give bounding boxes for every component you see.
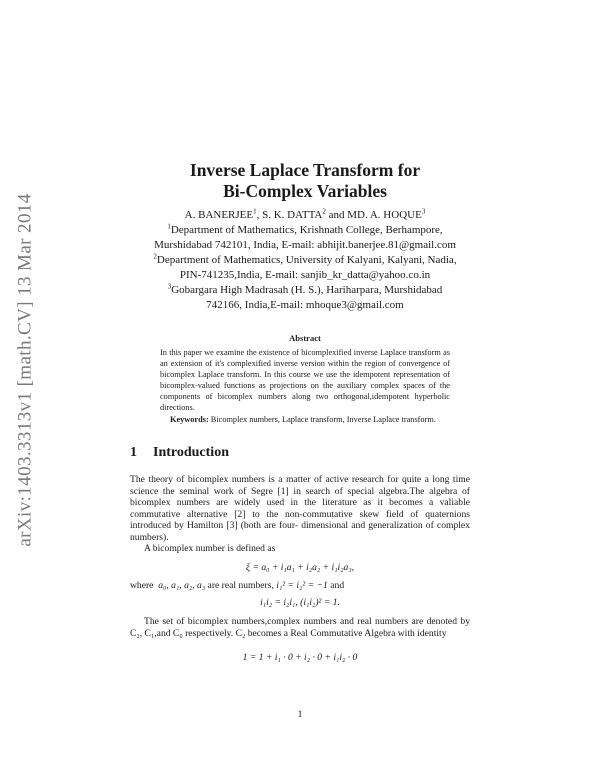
abstract-text: In this paper we examine the existence of bicomplexified inverse Laplace transform as an extension of it's complexified inverse version within the region of convergence of bicomplex Laplace transform. In this course we use the idempotent representation of bicomplex-valued functions as projections on the auxiliary complex spaces of the components of bicomplex numbers along two orthogonal,idempotent hyperbolic directions. — [160, 348, 450, 412]
paragraph-2: A bicomplex number is defined as — [144, 543, 276, 554]
affiliation-2-cont: PIN-741235,India, E-mail: sanjib_kr_datta@yahoo.co.in — [179, 269, 431, 281]
title-line-1: Inverse Laplace Transform for — [189, 160, 421, 180]
arxiv-stamp — [10, 175, 42, 565]
paragraph-3: The set of bicomplex numbers,complex numbers and real numbers are denoted by C₂, C₁,and C₀ respectively. C₂ becomes a Real Commutative Algebra with identity — [130, 616, 470, 639]
affiliation-1: $^1$Department of Mathematics, Krishnath College, Berhampore, — [167, 222, 443, 236]
affiliation-2: $^2$Department of Mathematics, University of Kalyani, Kalyani, Nadia, — [153, 252, 457, 266]
arxiv-stamp-text: arXiv:1403.3313v1 [math.CV] 13 Mar 2014 — [15, 193, 36, 547]
section-heading — [130, 445, 229, 461]
where-clause: where a₀, a₁, a₂, a₃ are real numbers, i₁² = i₂² = −1 and — [130, 580, 345, 591]
title-line-2: Bi-Complex Variables — [223, 181, 387, 201]
affiliation-3: $^3$Gobargara High Madrasah (H. S.), Hariharpara, Murshidabad — [167, 282, 443, 296]
affiliation-3-cont: 742166, India,E-mail: mhoque3@gmail.com — [206, 299, 404, 311]
affiliation-1-cont: Murshidabad 742101, India, E-mail: abhijit.banerjee.81@gmail.com — [154, 239, 456, 251]
keywords — [160, 414, 450, 425]
section-number: 1 — [130, 445, 137, 460]
equation-identity: 1 = 1 + i₁ · 0 + i₂ · 0 + i₁i₂ · 0 — [242, 652, 358, 663]
abstract-heading: Abstract — [289, 333, 321, 343]
author-names: A. BANERJEE$^1$, S. K. DATTA$^2$ and MD. A. HOQUE$^3$ — [184, 207, 426, 221]
keywords-label: Keywords: — [170, 415, 209, 424]
paragraph-1: The theory of bicomplex numbers is a matter of active research for quite a long time science the seminal work of Segre [1] in search of special algebra.The algebra of bicomplex numbers are widely used in the literature as it becomes a valiable commutative alternative [2] to the non-commutative skew field of quaternions introduced by Hamilton [3] (both are four- dimensional and generalization of complex numbers). — [130, 474, 470, 543]
abstract-body — [160, 347, 450, 425]
paper-title — [120, 160, 490, 202]
author-block — [118, 208, 492, 313]
page-number: 1 — [297, 709, 303, 720]
section-title: Introduction — [153, 445, 229, 460]
equation-bicomplex-number: ξ = a₀ + i₁a₁ + i₂a₂ + i₁i₂a₃, — [245, 562, 355, 573]
keywords-text: Bicomplex numbers, Laplace transform, Inverse Laplace transform. — [208, 415, 436, 424]
equation-commutativity: i₁i₂ = i₂i₁, (i₁i₂)² = 1. — [260, 597, 340, 608]
